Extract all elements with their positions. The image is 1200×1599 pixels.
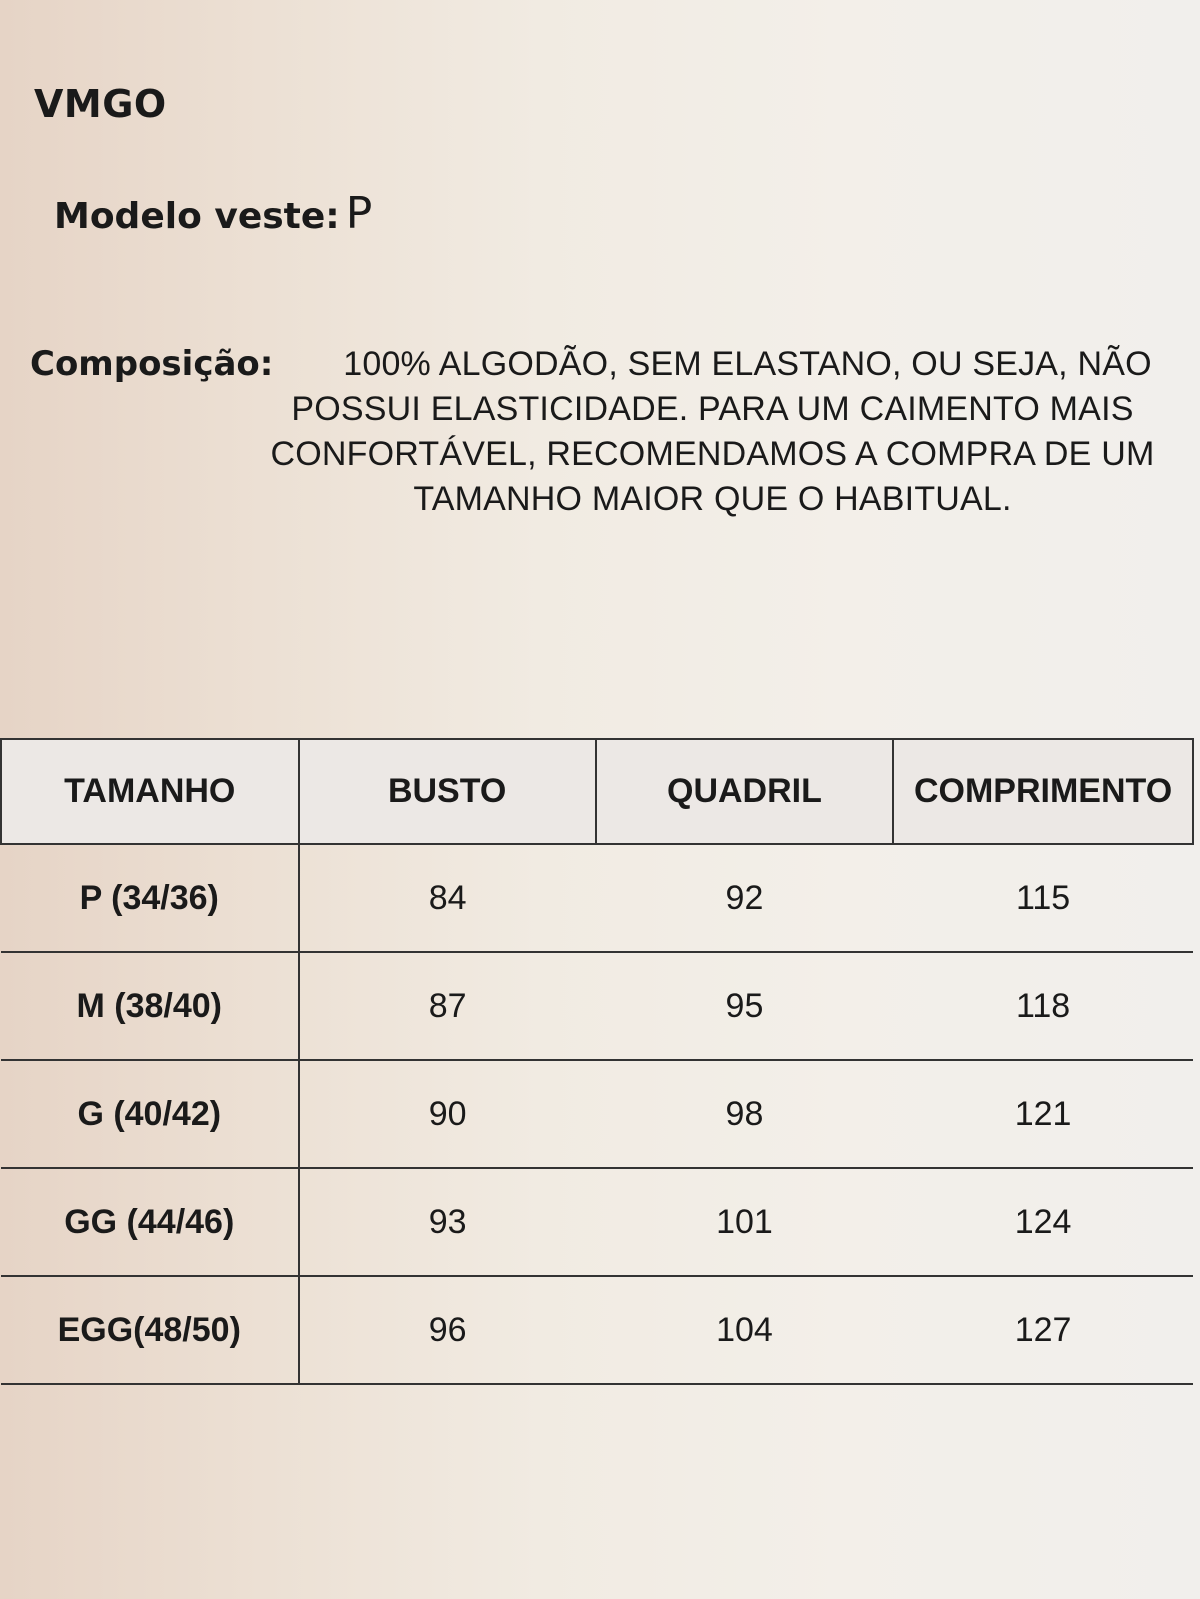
header-hip: QUADRIL bbox=[596, 739, 893, 844]
cell-hip: 92 bbox=[596, 844, 893, 952]
cell-bust: 96 bbox=[299, 1276, 596, 1384]
cell-length: 121 bbox=[893, 1060, 1193, 1168]
size-table bbox=[0, 738, 1194, 1385]
cell-length: 127 bbox=[893, 1276, 1193, 1384]
cell-length: 124 bbox=[893, 1168, 1193, 1276]
cell-hip: 101 bbox=[596, 1168, 893, 1276]
cell-bust: 90 bbox=[299, 1060, 596, 1168]
cell-size: GG (44/46) bbox=[1, 1168, 299, 1276]
cell-hip: 104 bbox=[596, 1276, 893, 1384]
cell-length: 115 bbox=[893, 844, 1193, 952]
composition-text: 100% ALGODÃO, SEM ELASTANO, OU SEJA, NÃO POSSUI ELASTICIDADE. PARA UM CAIMENTO MAIS CONFORTÁVEL, RECOMENDAMOS A COMPRA DE UM TAMANHO MAIOR QUE O HABITUAL. bbox=[270, 345, 1155, 518]
table-row bbox=[1, 844, 1193, 952]
cell-size: G (40/42) bbox=[1, 1060, 299, 1168]
cell-length: 118 bbox=[893, 952, 1193, 1060]
header-length: COMPRIMENTO bbox=[893, 739, 1193, 844]
header-size: TAMANHO bbox=[1, 739, 299, 844]
header-bust: BUSTO bbox=[299, 739, 596, 844]
size-table-header-row bbox=[1, 739, 1193, 844]
cell-size: M (38/40) bbox=[1, 952, 299, 1060]
cell-bust: 87 bbox=[299, 952, 596, 1060]
model-size-label: Modelo veste: bbox=[54, 196, 340, 237]
composition-label: Composição: bbox=[30, 344, 274, 384]
model-size-value: P bbox=[345, 188, 373, 239]
cell-size: EGG(48/50) bbox=[1, 1276, 299, 1384]
cell-hip: 98 bbox=[596, 1060, 893, 1168]
table-row bbox=[1, 1060, 1193, 1168]
table-row bbox=[1, 1276, 1193, 1384]
cell-size: P (34/36) bbox=[1, 844, 299, 952]
table-row bbox=[1, 952, 1193, 1060]
cell-bust: 93 bbox=[299, 1168, 596, 1276]
brand-title: VMGO bbox=[34, 82, 167, 126]
model-size-line bbox=[54, 188, 372, 239]
cell-bust: 84 bbox=[299, 844, 596, 952]
cell-hip: 95 bbox=[596, 952, 893, 1060]
table-row bbox=[1, 1168, 1193, 1276]
